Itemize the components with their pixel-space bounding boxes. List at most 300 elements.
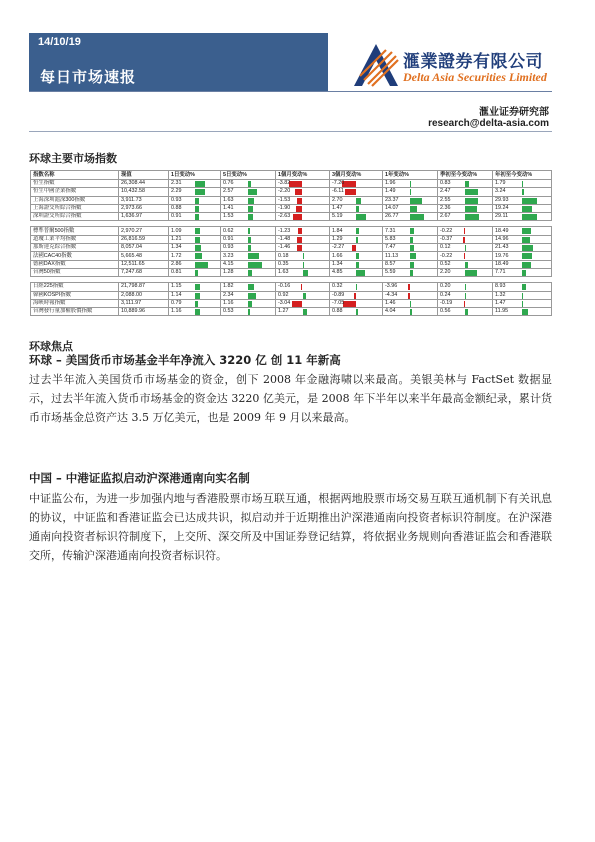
change-bar <box>354 293 356 299</box>
change-cell <box>383 235 438 243</box>
change-cell <box>276 235 330 243</box>
change-value: 18.49 <box>495 260 509 267</box>
index-value: 8,057.04 <box>119 244 169 252</box>
change-cell <box>383 180 438 188</box>
table-row <box>31 227 552 235</box>
change-cell <box>330 213 383 221</box>
change-cell <box>438 204 493 212</box>
change-bar <box>410 262 414 268</box>
change-value: 0.53 <box>223 308 234 315</box>
change-bar <box>356 214 366 220</box>
change-bar <box>303 262 304 268</box>
change-cell <box>169 299 221 307</box>
change-value: 0.35 <box>278 260 289 267</box>
change-bar <box>410 228 414 234</box>
index-value: 12,511.65 <box>119 260 169 268</box>
change-cell <box>493 188 552 196</box>
change-value: 19.76 <box>495 252 509 259</box>
change-cell <box>493 227 552 235</box>
index-name: 深圳證交所綜合指數 <box>31 213 119 221</box>
change-cell <box>383 196 438 204</box>
change-cell <box>383 188 438 196</box>
change-value: 1.29 <box>332 235 343 242</box>
change-value: -1.53 <box>278 196 291 203</box>
change-cell <box>330 268 383 276</box>
column-header: 指数名称 <box>31 171 119 180</box>
change-bar <box>195 237 201 243</box>
change-bar <box>195 214 199 220</box>
change-cell <box>221 252 276 260</box>
index-name: 道瓊工業平均指數 <box>31 235 119 243</box>
change-cell <box>438 283 493 291</box>
index-name: 標準普爾500指數 <box>31 227 119 235</box>
change-value: 11.13 <box>385 252 399 259</box>
change-cell <box>276 244 330 252</box>
change-bar <box>522 198 537 204</box>
change-cell <box>169 268 221 276</box>
change-bar <box>248 206 253 212</box>
change-bar <box>248 262 262 268</box>
change-cell <box>493 196 552 204</box>
index-name: 恒生指數 <box>31 180 119 188</box>
change-bar <box>522 228 531 234</box>
change-value: 1.63 <box>223 196 234 203</box>
change-cell <box>438 180 493 188</box>
change-cell <box>221 268 276 276</box>
change-value: 5.83 <box>385 235 396 242</box>
change-cell <box>276 299 330 307</box>
change-cell <box>330 260 383 268</box>
change-cell <box>493 283 552 291</box>
news-headline-global: 环球 – 美国货币市场基金半年净流入 3220 亿 创 11 年新高 <box>29 353 341 367</box>
change-bar <box>248 237 251 243</box>
change-cell <box>383 268 438 276</box>
change-cell <box>169 235 221 243</box>
change-cell <box>438 308 493 316</box>
change-cell <box>221 291 276 299</box>
change-value: 1.49 <box>385 188 396 195</box>
header-divider <box>29 91 552 92</box>
change-value: 0.24 <box>440 291 451 298</box>
news-body-china: 中证监公布，为进一步加强内地与香港股票市场互联互通，根据两地股票市场交易互联互通机制下有关讯息的协议，中证监和香港证监会已达成共识，拟启动并于近期推出沪深港通南向投资者标识符制度。在沪深港通南向投资者标识符制度下，上交所、深交所及中国证券登记结算，将依据业务规则向香港证监会和香港联交所，传输沪深港通南向投资者标识符。 <box>29 492 552 562</box>
change-bar <box>303 270 309 276</box>
change-value: 1.66 <box>332 252 343 259</box>
change-bar <box>464 301 465 307</box>
column-header: 3個月变动% <box>330 171 383 180</box>
change-value: -0.22 <box>440 252 453 259</box>
change-value: 0.32 <box>332 283 343 290</box>
table-row <box>31 299 552 307</box>
change-bar <box>408 284 410 290</box>
market-indices-table <box>30 170 552 316</box>
change-value: 0.88 <box>332 308 343 315</box>
change-cell <box>169 308 221 316</box>
change-cell <box>383 204 438 212</box>
change-value: 29.93 <box>495 196 509 203</box>
change-bar <box>296 206 303 212</box>
change-cell <box>221 235 276 243</box>
change-cell <box>383 252 438 260</box>
change-cell <box>169 227 221 235</box>
change-value: 19.24 <box>495 205 509 212</box>
change-bar <box>295 189 303 195</box>
change-cell <box>221 299 276 307</box>
change-cell <box>493 213 552 221</box>
change-bar <box>465 206 477 212</box>
change-cell <box>438 244 493 252</box>
change-bar <box>522 301 523 307</box>
change-value: 8.93 <box>495 283 506 290</box>
change-bar <box>410 270 413 276</box>
change-value: 7.47 <box>385 244 396 251</box>
change-cell <box>169 196 221 204</box>
table-row <box>31 235 552 243</box>
change-bar <box>298 228 302 234</box>
change-value: 0.52 <box>440 260 451 267</box>
change-value: 1.96 <box>385 180 396 187</box>
change-cell <box>438 299 493 307</box>
change-value: 7.31 <box>385 227 396 234</box>
change-bar <box>465 189 478 195</box>
change-cell <box>276 196 330 204</box>
change-value: 14.07 <box>385 205 399 212</box>
table-row <box>31 196 552 204</box>
index-name: 德國DAX指數 <box>31 260 119 268</box>
change-cell <box>438 235 493 243</box>
change-cell <box>169 283 221 291</box>
change-cell <box>330 308 383 316</box>
change-value: 2.47 <box>440 188 451 195</box>
change-value: 14.96 <box>495 235 509 242</box>
change-cell <box>383 299 438 307</box>
column-header: 季初至今变动% <box>438 171 493 180</box>
change-value: 1.47 <box>495 300 506 306</box>
change-value: 1.09 <box>171 227 182 234</box>
change-value: -0.16 <box>278 283 291 290</box>
change-value: -0.37 <box>440 235 453 242</box>
change-cell <box>383 291 438 299</box>
change-bar <box>195 262 208 268</box>
table-row <box>31 291 552 299</box>
company-logo-icon <box>352 40 400 88</box>
change-cell <box>276 213 330 221</box>
change-cell <box>330 235 383 243</box>
change-cell <box>330 299 383 307</box>
table-row <box>31 252 552 260</box>
change-value: 2.86 <box>171 260 182 267</box>
change-value: 1.72 <box>171 252 182 259</box>
change-cell <box>221 283 276 291</box>
news-headline-china: 中国 – 中港证监拟启动沪深港通南向实名制 <box>29 471 250 485</box>
change-bar <box>522 253 532 259</box>
column-header: 年初至今变动% <box>493 171 552 180</box>
change-value: 0.93 <box>171 196 182 203</box>
change-bar <box>345 189 356 195</box>
change-bar <box>352 245 356 251</box>
change-value: -4.34 <box>385 291 398 298</box>
change-bar <box>195 309 200 315</box>
report-date: 14/10/19 <box>38 36 81 48</box>
change-bar <box>465 284 466 290</box>
change-cell <box>169 204 221 212</box>
change-value: -0.22 <box>440 227 453 234</box>
index-name: 韓國KOSPI指數 <box>31 291 119 299</box>
change-cell <box>276 204 330 212</box>
change-value: 0.76 <box>223 180 234 187</box>
change-cell <box>276 308 330 316</box>
change-cell <box>276 268 330 276</box>
change-value: 2.57 <box>223 188 234 195</box>
change-value: 4.15 <box>223 260 234 267</box>
change-value: -7.20 <box>332 180 345 187</box>
change-bar <box>522 237 530 243</box>
change-cell <box>330 196 383 204</box>
change-bar <box>522 181 523 187</box>
change-bar <box>522 262 531 268</box>
change-cell <box>330 180 383 188</box>
change-bar <box>463 237 465 243</box>
contact-email[interactable]: research@delta-asia.com <box>428 118 549 129</box>
change-bar <box>356 270 365 276</box>
change-cell <box>493 260 552 268</box>
change-cell <box>221 180 276 188</box>
change-cell <box>276 188 330 196</box>
change-value: 1.15 <box>171 283 182 290</box>
change-value: 0.18 <box>278 252 289 259</box>
change-bar <box>356 237 358 243</box>
change-value: -6.11 <box>332 188 344 195</box>
research-department: 滙业证券研究部 <box>479 107 549 118</box>
change-bar <box>410 237 413 243</box>
change-value: 0.92 <box>278 291 289 298</box>
index-name: 海峽時報指數 <box>31 299 119 307</box>
change-bar <box>522 206 532 212</box>
change-bar <box>522 189 524 195</box>
change-value: -3.04 <box>278 300 291 306</box>
change-value: 1.28 <box>223 269 234 276</box>
change-bar <box>410 206 417 212</box>
change-cell <box>169 180 221 188</box>
change-value: 1.79 <box>495 180 506 187</box>
change-cell <box>438 291 493 299</box>
change-bar <box>410 214 424 220</box>
change-cell <box>493 204 552 212</box>
company-name-cn: 滙業證券有限公司 <box>403 52 543 72</box>
change-bar <box>342 181 356 187</box>
table-row <box>31 213 552 221</box>
table-row <box>31 308 552 316</box>
change-value: -3.82 <box>278 180 291 187</box>
change-value: -0.19 <box>440 300 453 306</box>
change-bar <box>522 309 528 315</box>
change-cell <box>221 260 276 268</box>
change-bar <box>292 301 303 307</box>
change-value: -3.96 <box>385 283 398 290</box>
change-value: 18.49 <box>495 227 509 234</box>
index-name: 上海深圳滬深300指數 <box>31 196 119 204</box>
change-value: 2.20 <box>440 269 451 276</box>
change-value: -2.63 <box>278 213 291 220</box>
change-bar <box>297 198 303 204</box>
change-value: 1.46 <box>385 300 396 306</box>
index-value: 2,088.00 <box>119 291 169 299</box>
change-value: -7.05 <box>332 300 345 306</box>
change-value: 1.14 <box>171 291 182 298</box>
focus-section-title: 环球焦点 <box>29 340 73 353</box>
index-name: 日經225指數 <box>31 283 119 291</box>
change-value: 1.34 <box>332 260 343 267</box>
change-bar <box>248 198 254 204</box>
column-header: 1日变动% <box>169 171 221 180</box>
change-bar <box>248 284 254 290</box>
change-value: -2.27 <box>332 244 345 251</box>
change-value: -1.23 <box>278 227 291 234</box>
change-cell <box>169 291 221 299</box>
change-bar <box>195 245 201 251</box>
change-value: 1.16 <box>171 308 182 315</box>
change-cell <box>493 244 552 252</box>
change-bar <box>465 181 469 187</box>
change-value: 0.83 <box>440 180 451 187</box>
change-value: 3.23 <box>223 252 234 259</box>
change-cell <box>383 244 438 252</box>
change-cell <box>383 283 438 291</box>
change-value: 2.31 <box>171 180 182 187</box>
change-bar <box>465 262 468 268</box>
change-bar <box>297 245 302 251</box>
change-bar <box>195 228 200 234</box>
change-cell <box>330 252 383 260</box>
change-value: 1.41 <box>223 205 234 212</box>
index-value: 2,970.27 <box>119 227 169 235</box>
change-value: 4.04 <box>385 308 396 315</box>
report-title: 每日市场速报 <box>40 68 137 86</box>
change-cell <box>383 213 438 221</box>
change-bar <box>303 253 304 259</box>
change-value: 1.47 <box>332 205 343 212</box>
change-bar <box>248 189 257 195</box>
change-cell <box>438 213 493 221</box>
index-value: 21,798.87 <box>119 283 169 291</box>
change-value: 0.91 <box>223 235 234 242</box>
change-cell <box>276 283 330 291</box>
change-bar <box>465 245 466 251</box>
change-cell <box>493 235 552 243</box>
change-bar <box>522 245 533 251</box>
change-value: 7.71 <box>495 269 506 276</box>
column-header: 现值 <box>119 171 169 180</box>
change-bar <box>293 214 302 220</box>
change-bar <box>408 293 410 299</box>
index-name: 法國CAC40指數 <box>31 252 119 260</box>
table-row <box>31 260 552 268</box>
table-row <box>31 204 552 212</box>
change-bar <box>248 293 256 299</box>
table-header-row <box>31 171 552 180</box>
change-cell <box>383 227 438 235</box>
change-value: 21.43 <box>495 244 509 251</box>
change-value: -1.90 <box>278 205 291 212</box>
index-value: 1,636.97 <box>119 213 169 221</box>
change-bar <box>465 270 477 276</box>
change-cell <box>383 308 438 316</box>
change-cell <box>438 227 493 235</box>
change-bar <box>248 245 251 251</box>
change-cell <box>276 227 330 235</box>
change-cell <box>221 227 276 235</box>
index-value: 10,889.96 <box>119 308 169 316</box>
change-bar <box>356 228 359 234</box>
change-bar <box>303 309 308 315</box>
change-bar <box>195 189 206 195</box>
change-bar <box>356 198 361 204</box>
change-bar <box>356 309 358 315</box>
change-bar <box>356 262 359 268</box>
change-value: 26.77 <box>385 213 399 220</box>
table-row <box>31 283 552 291</box>
index-name: 台灣發行量加權股價指數 <box>31 308 119 316</box>
table-row <box>31 268 552 276</box>
change-bar <box>356 253 359 259</box>
change-cell <box>438 268 493 276</box>
change-cell <box>438 188 493 196</box>
change-bar <box>522 270 526 276</box>
change-cell <box>330 244 383 252</box>
change-bar <box>410 253 416 259</box>
change-bar <box>248 214 253 220</box>
change-value: 8.57 <box>385 260 396 267</box>
change-value: 5.19 <box>332 213 343 220</box>
change-value: -2.20 <box>278 188 291 195</box>
change-cell <box>169 244 221 252</box>
change-bar <box>289 181 303 187</box>
index-value: 3,911.73 <box>119 196 169 204</box>
change-bar <box>410 301 411 307</box>
change-value: -1.48 <box>278 235 291 242</box>
change-cell <box>169 252 221 260</box>
change-bar <box>195 198 199 204</box>
change-value: 29.11 <box>495 213 509 220</box>
change-value: 1.27 <box>278 308 289 315</box>
index-value: 3,111.97 <box>119 299 169 307</box>
change-cell <box>493 291 552 299</box>
change-value: 0.79 <box>171 300 182 306</box>
column-header: 1年变动% <box>383 171 438 180</box>
change-value: 5.59 <box>385 269 396 276</box>
news-body-global: 过去半年流入美国货币市场基金的资金，创下 2008 年金融海啸以来最高。美银美林与 FactSet 数据显示，过去半年流入货币市场基金的资金达 3220 亿美元，是 2008 年下半年以来半年最高金额纪录，累计货币市场基金总资产达 3.5 万亿美元，也是 2009 年 9 月以来最高。 <box>29 373 552 424</box>
change-value: 1.82 <box>223 283 234 290</box>
change-value: 1.16 <box>223 300 234 306</box>
change-cell <box>276 180 330 188</box>
change-cell <box>330 204 383 212</box>
change-value: 2.34 <box>223 291 234 298</box>
change-bar <box>464 228 465 234</box>
change-cell <box>438 260 493 268</box>
change-bar <box>343 301 356 307</box>
change-value: 0.81 <box>171 269 182 276</box>
change-cell <box>169 188 221 196</box>
change-value: 2.55 <box>440 196 451 203</box>
change-cell <box>330 188 383 196</box>
change-bar <box>356 284 357 290</box>
index-name: 上海證交所綜合指數 <box>31 204 119 212</box>
company-name-en: Delta Asia Securities Limited <box>403 70 547 84</box>
change-bar <box>465 198 478 204</box>
change-cell <box>276 291 330 299</box>
change-bar <box>195 293 200 299</box>
change-cell <box>276 252 330 260</box>
change-bar <box>248 181 251 187</box>
